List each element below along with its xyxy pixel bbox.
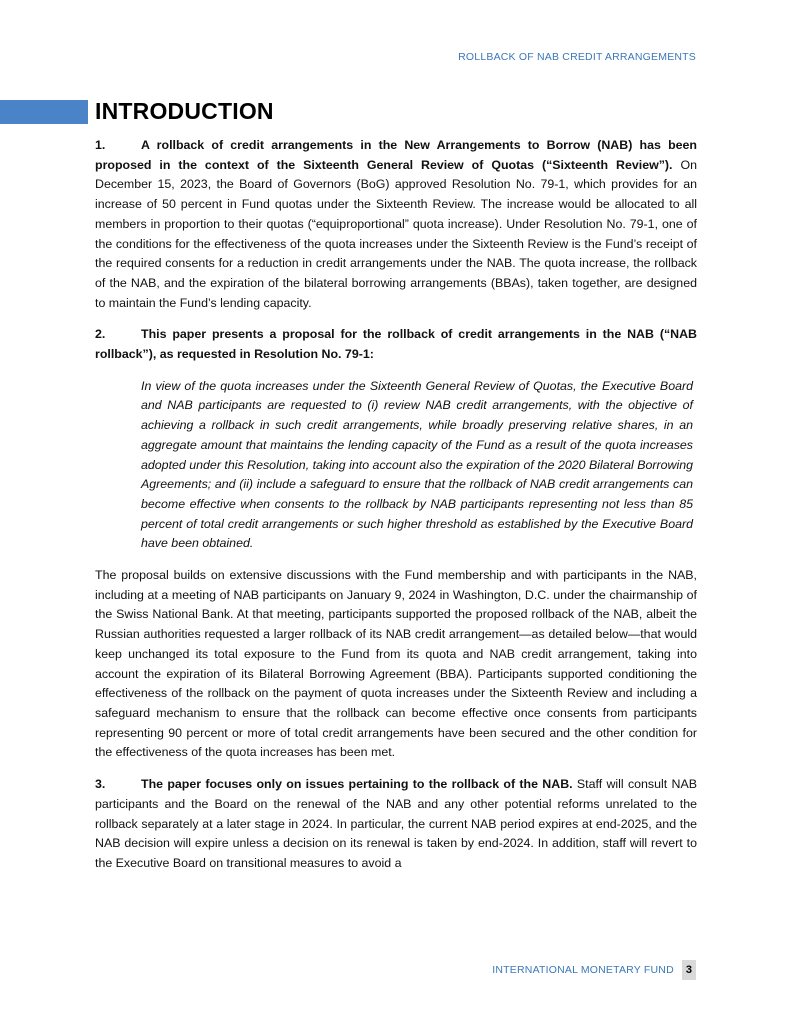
paragraph-lead: This paper presents a proposal for the rollback of credit arrangements in the NAB (“NAB rollback”), as requested in Resolution No. 79-1: xyxy=(95,327,697,362)
section-title: INTRODUCTION xyxy=(95,98,274,124)
paragraph-number: 1. xyxy=(95,138,106,152)
paragraph-body: Staff will consult NAB participants and the Board on the renewal of the NAB and any other potential reforms unrelated to the rollback separately at a later stage in 2024. In particular, the current NAB period expires at end-2025, and the NAB decision will expire unless a decision on its renewal is taken by end-2024. In addition, staff will revert to the Executive Board on transitional measures to avoid a xyxy=(95,777,697,870)
page-footer xyxy=(492,960,696,980)
paragraph-number: 3. xyxy=(95,777,106,792)
paragraph-number: 2. xyxy=(95,327,106,342)
resolution-quote: In view of the quota increases under the Sixteenth General Review of Quotas, the Executive Board and NAB participants are requested to (i) review NAB credit arrangements, with the objective of achieving a rollback in such credit arrangements, while broadly preserving relative shares, in an aggregate amount that maintains the lending capacity of the Fund as a result of the quota increases adopted under this Resolution, taking into account also the expiration of the 2020 Bilateral Borrowing Agreements; and (ii) include a safeguard to ensure that the rollback of NAB credit arrangements can become effective when consents to the rollback by NAB participants representing not less than 85 percent of total credit arrangements or such higher threshold as established by the Executive Board have been obtained. xyxy=(141,378,693,551)
footer-organization: INTERNATIONAL MONETARY FUND xyxy=(492,964,674,976)
page-number: 3 xyxy=(682,960,696,980)
paragraph-body: On December 15, 2023, the Board of Governors (BoG) approved Resolution No. 79-1, which provides for an increase of 50 percent in Fund quotas under the Sixteenth Review. The increase would be allocated to all members in proportion to their quotas (“equiproportional” quota increase). Under Resolution No. 79-1, one of the conditions for the effectiveness of the quota increases under the Sixteenth Review is the Fund’s receipt of the required consents for a reduction in credit arrangements under the NAB. The quota increase, the rollback of the NAB, and the expiration of the bilateral borrowing arrangements (BBAs), taken together, are designed to maintain the Fund’s lending capacity. xyxy=(95,157,697,310)
paragraph-lead: A rollback of credit arrangements in the New Arrangements to Borrow (NAB) has been proposed in the context of the Sixteenth General Review of Quotas (“Sixteenth Review”). xyxy=(95,138,697,172)
proposal-paragraph: The proposal builds on extensive discussions with the Fund membership and with participants in the NAB, including at a meeting of NAB participants on January 9, 2024 in Washington, D.C. under the chairmanship of the Swiss National Bank. At that meeting, participants supported the proposed rollback of the NAB, albeit the Russian authorities requested a larger rollback of its NAB credit arrangement—as detailed below—that would keep unchanged its total exposure to the Fund from its quota and NAB credit arrangement, taking into account the expiration of its Bilateral Borrowing Agreement (BBA). Participants supported conditioning the effectiveness of the rollback on the payment of quota increases under the Sixteenth Review and including a safeguard mechanism to ensure that the rollback can become effective once consents from participants representing 90 percent or more of total credit arrangements have been secured and the other condition for the effectiveness of the quota increases has been met. xyxy=(95,568,697,760)
paragraph-2 xyxy=(95,325,697,364)
paragraph-1 xyxy=(95,136,697,313)
section-accent-bar xyxy=(0,100,88,124)
document-body xyxy=(95,136,697,886)
paragraph-3 xyxy=(95,775,697,874)
paragraph-lead: The paper focuses only on issues pertaining to the rollback of the NAB. xyxy=(141,777,573,792)
running-header: ROLLBACK OF NAB CREDIT ARRANGEMENTS xyxy=(458,51,696,63)
